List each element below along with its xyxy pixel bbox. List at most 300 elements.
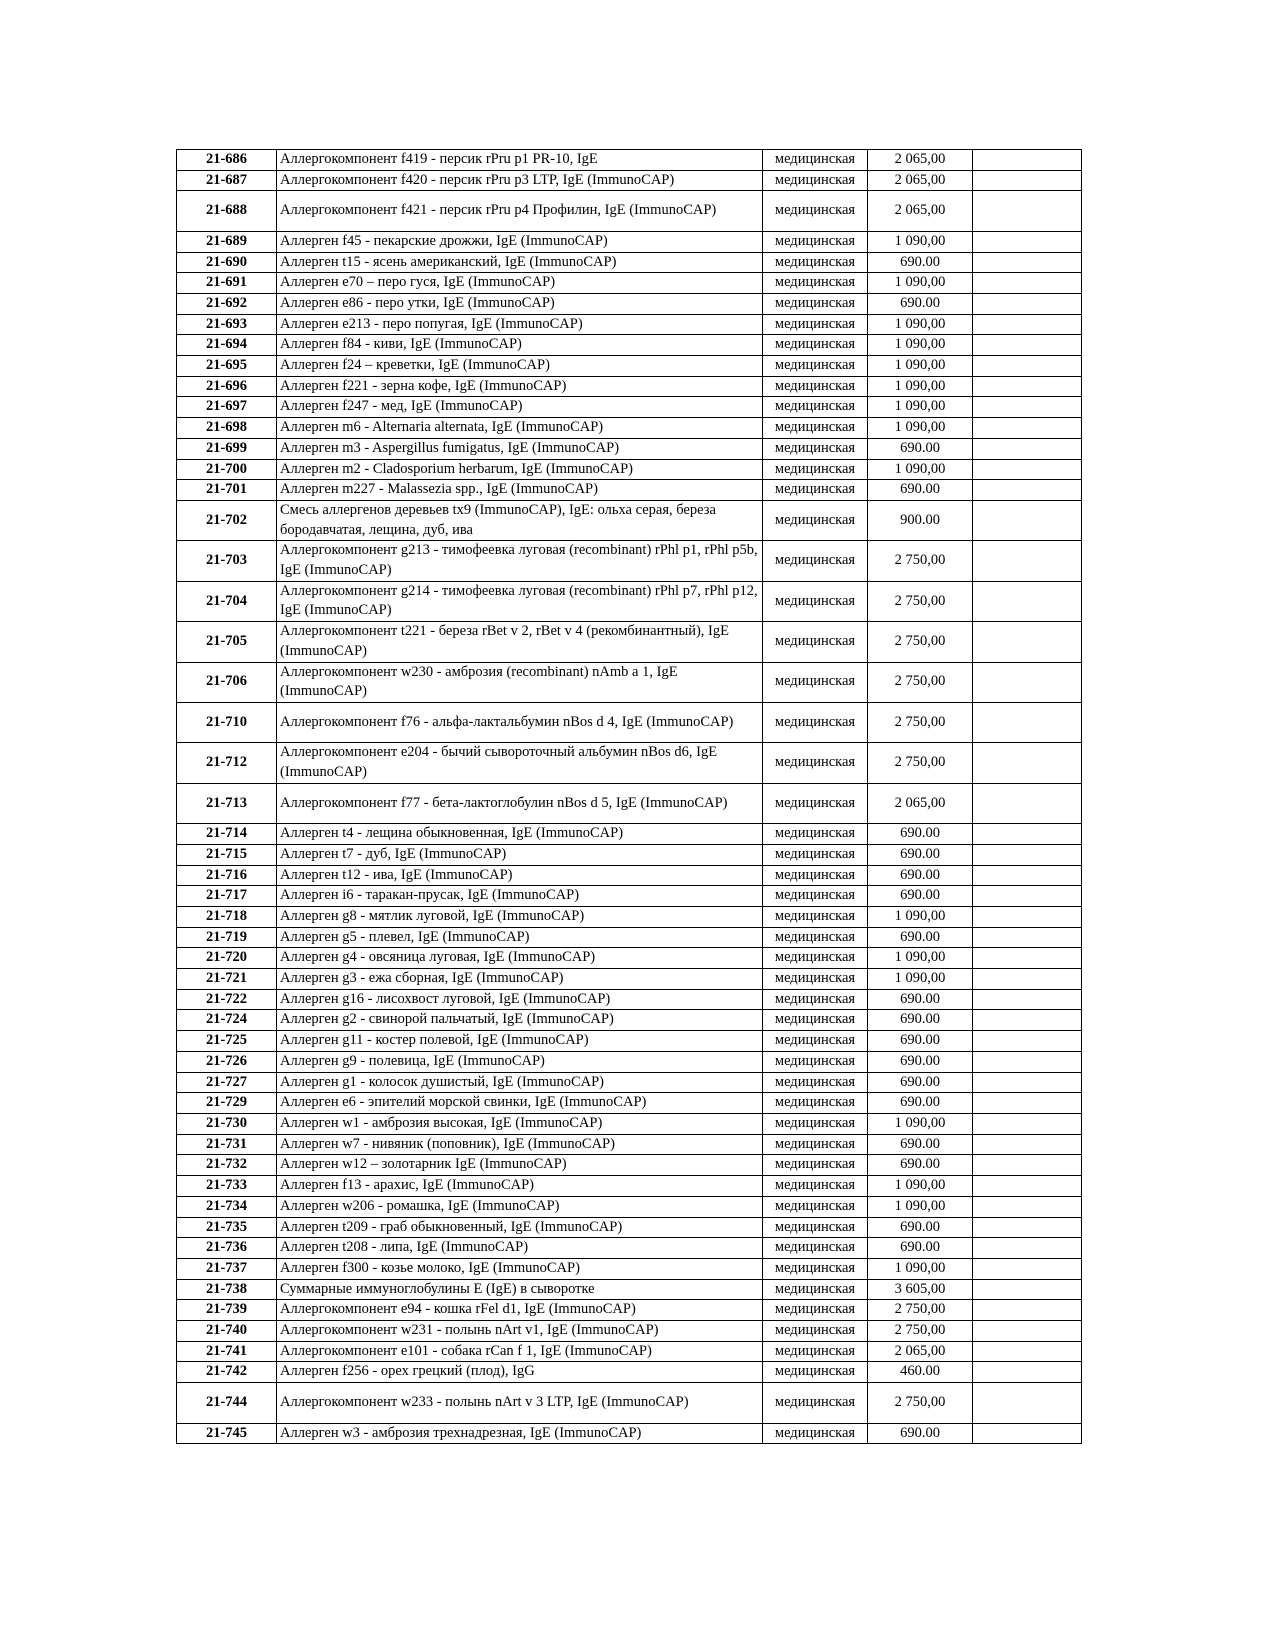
service-name-cell: Аллерген f221 - зерна кофе, IgE (ImmunoCAP) bbox=[277, 376, 763, 397]
empty-cell bbox=[973, 252, 1082, 273]
service-name-cell: Аллерген w12 – золотарник IgE (ImmunoCAP) bbox=[277, 1155, 763, 1176]
empty-cell bbox=[973, 1258, 1082, 1279]
service-type-cell: медицинская bbox=[763, 844, 868, 865]
service-price-cell: 2 750,00 bbox=[868, 1300, 973, 1321]
service-code-cell: 21-730 bbox=[177, 1114, 277, 1135]
service-name-cell: Аллергокомпонент w233 - полынь nArt v 3 LTP, IgE (ImmunoCAP) bbox=[277, 1383, 763, 1423]
empty-cell bbox=[973, 1279, 1082, 1300]
empty-cell bbox=[973, 662, 1082, 702]
table-row bbox=[177, 273, 1082, 294]
service-type-cell: медицинская bbox=[763, 1238, 868, 1259]
service-type-cell: медицинская bbox=[763, 1114, 868, 1135]
service-type-cell: медицинская bbox=[763, 397, 868, 418]
service-price-cell: 690.00 bbox=[868, 1155, 973, 1176]
service-code-cell: 21-694 bbox=[177, 335, 277, 356]
empty-cell bbox=[973, 886, 1082, 907]
table-row bbox=[177, 335, 1082, 356]
service-name-cell: Аллерген t208 - липа, IgE (ImmunoCAP) bbox=[277, 1238, 763, 1259]
service-type-cell: медицинская bbox=[763, 1196, 868, 1217]
empty-cell bbox=[973, 191, 1082, 231]
table-row bbox=[177, 231, 1082, 252]
table-row bbox=[177, 170, 1082, 191]
service-type-cell: медицинская bbox=[763, 865, 868, 886]
table-row bbox=[177, 927, 1082, 948]
service-type-cell: медицинская bbox=[763, 1051, 868, 1072]
service-price-cell: 1 090,00 bbox=[868, 418, 973, 439]
service-name-cell: Аллергокомпонент f77 - бета-лактоглобулин nBos d 5, IgE (ImmunoCAP) bbox=[277, 783, 763, 823]
service-code-cell: 21-733 bbox=[177, 1176, 277, 1197]
empty-cell bbox=[973, 541, 1082, 581]
service-price-cell: 2 750,00 bbox=[868, 1383, 973, 1423]
service-type-cell: медицинская bbox=[763, 743, 868, 783]
service-price-cell: 1 090,00 bbox=[868, 356, 973, 377]
service-price-cell: 690.00 bbox=[868, 1031, 973, 1052]
service-price-cell: 2 750,00 bbox=[868, 743, 973, 783]
table-body bbox=[177, 150, 1082, 1444]
service-code-cell: 21-739 bbox=[177, 1300, 277, 1321]
table-row bbox=[177, 1072, 1082, 1093]
service-price-cell: 2 065,00 bbox=[868, 783, 973, 823]
empty-cell bbox=[973, 1031, 1082, 1052]
empty-cell bbox=[973, 335, 1082, 356]
table-row bbox=[177, 1341, 1082, 1362]
service-name-cell: Аллергокомпонент w230 - амброзия (recombinant) nAmb a 1, IgE (ImmunoCAP) bbox=[277, 662, 763, 702]
service-code-cell: 21-740 bbox=[177, 1321, 277, 1342]
service-price-cell: 1 090,00 bbox=[868, 397, 973, 418]
service-code-cell: 21-699 bbox=[177, 438, 277, 459]
service-name-cell: Аллергокомпонент f419 - персик rPru p1 PR-10, IgE bbox=[277, 150, 763, 171]
service-price-cell: 690.00 bbox=[868, 927, 973, 948]
empty-cell bbox=[973, 702, 1082, 742]
service-type-cell: медицинская bbox=[763, 1423, 868, 1444]
empty-cell bbox=[973, 1196, 1082, 1217]
service-name-cell: Аллерген t209 - граб обыкновенный, IgE (ImmunoCAP) bbox=[277, 1217, 763, 1238]
empty-cell bbox=[973, 1362, 1082, 1383]
service-code-cell: 21-702 bbox=[177, 500, 277, 540]
table-row bbox=[177, 1093, 1082, 1114]
service-code-cell: 21-744 bbox=[177, 1383, 277, 1423]
empty-cell bbox=[973, 1093, 1082, 1114]
service-type-cell: медицинская bbox=[763, 927, 868, 948]
service-type-cell: медицинская bbox=[763, 1279, 868, 1300]
service-code-cell: 21-700 bbox=[177, 459, 277, 480]
service-name-cell: Аллергокомпонент f421 - персик rPru p4 Профилин, IgE (ImmunoCAP) bbox=[277, 191, 763, 231]
service-code-cell: 21-703 bbox=[177, 541, 277, 581]
table-row bbox=[177, 397, 1082, 418]
service-price-cell: 2 750,00 bbox=[868, 581, 973, 621]
empty-cell bbox=[973, 273, 1082, 294]
service-code-cell: 21-706 bbox=[177, 662, 277, 702]
empty-cell bbox=[973, 397, 1082, 418]
service-type-cell: медицинская bbox=[763, 1362, 868, 1383]
table-row bbox=[177, 1383, 1082, 1423]
service-code-cell: 21-720 bbox=[177, 948, 277, 969]
service-type-cell: медицинская bbox=[763, 1093, 868, 1114]
service-name-cell: Аллергокомпонент g213 - тимофеевка луговая (recombinant) rPhl p1, rPhl p5b, IgE (ImmunoCAP) bbox=[277, 541, 763, 581]
service-name-cell: Аллерген g8 - мятлик луговой, IgE (ImmunoCAP) bbox=[277, 906, 763, 927]
service-code-cell: 21-695 bbox=[177, 356, 277, 377]
table-row bbox=[177, 314, 1082, 335]
service-name-cell: Аллерген w3 - амброзия трехнадрезная, IgE (ImmunoCAP) bbox=[277, 1423, 763, 1444]
table-row bbox=[177, 1196, 1082, 1217]
service-price-cell: 1 090,00 bbox=[868, 376, 973, 397]
empty-cell bbox=[973, 948, 1082, 969]
service-code-cell: 21-717 bbox=[177, 886, 277, 907]
empty-cell bbox=[973, 356, 1082, 377]
service-type-cell: медицинская bbox=[763, 273, 868, 294]
table-row bbox=[177, 1176, 1082, 1197]
table-row bbox=[177, 541, 1082, 581]
service-type-cell: медицинская bbox=[763, 170, 868, 191]
service-price-cell: 2 750,00 bbox=[868, 541, 973, 581]
service-price-cell: 690.00 bbox=[868, 1010, 973, 1031]
service-type-cell: медицинская bbox=[763, 541, 868, 581]
service-name-cell: Аллерген e213 - перо попугая, IgE (ImmunoCAP) bbox=[277, 314, 763, 335]
service-price-cell: 690.00 bbox=[868, 1093, 973, 1114]
service-price-cell: 2 065,00 bbox=[868, 150, 973, 171]
service-code-cell: 21-691 bbox=[177, 273, 277, 294]
empty-cell bbox=[973, 581, 1082, 621]
service-type-cell: медицинская bbox=[763, 438, 868, 459]
table-row bbox=[177, 1031, 1082, 1052]
service-price-cell: 2 750,00 bbox=[868, 702, 973, 742]
service-type-cell: медицинская bbox=[763, 969, 868, 990]
service-price-cell: 690.00 bbox=[868, 1423, 973, 1444]
service-price-cell: 900.00 bbox=[868, 500, 973, 540]
service-type-cell: медицинская bbox=[763, 376, 868, 397]
table-row bbox=[177, 293, 1082, 314]
service-code-cell: 21-696 bbox=[177, 376, 277, 397]
service-code-cell: 21-713 bbox=[177, 783, 277, 823]
service-code-cell: 21-742 bbox=[177, 1362, 277, 1383]
empty-cell bbox=[973, 622, 1082, 662]
table-row bbox=[177, 150, 1082, 171]
empty-cell bbox=[973, 865, 1082, 886]
service-price-cell: 690.00 bbox=[868, 844, 973, 865]
service-name-cell: Аллерген w1 - амброзия высокая, IgE (ImmunoCAP) bbox=[277, 1114, 763, 1135]
table-row bbox=[177, 418, 1082, 439]
table-row bbox=[177, 1217, 1082, 1238]
service-name-cell: Аллерген m3 - Aspergillus fumigatus, IgE (ImmunoCAP) bbox=[277, 438, 763, 459]
service-price-cell: 690.00 bbox=[868, 824, 973, 845]
table-row bbox=[177, 743, 1082, 783]
table-row bbox=[177, 1010, 1082, 1031]
service-price-cell: 690.00 bbox=[868, 438, 973, 459]
service-name-cell: Аллерген f247 - мед, IgE (ImmunoCAP) bbox=[277, 397, 763, 418]
service-type-cell: медицинская bbox=[763, 480, 868, 501]
table-row bbox=[177, 1051, 1082, 1072]
service-name-cell: Аллергокомпонент e204 - бычий сывороточный альбумин nBos d6, IgE (ImmunoCAP) bbox=[277, 743, 763, 783]
service-code-cell: 21-715 bbox=[177, 844, 277, 865]
service-name-cell: Аллерген e70 – перо гуся, IgE (ImmunoCAP) bbox=[277, 273, 763, 294]
empty-cell bbox=[973, 1423, 1082, 1444]
service-type-cell: медицинская bbox=[763, 335, 868, 356]
service-name-cell: Аллерген m6 - Alternaria alternata, IgE (ImmunoCAP) bbox=[277, 418, 763, 439]
table-row bbox=[177, 1258, 1082, 1279]
service-type-cell: медицинская bbox=[763, 1383, 868, 1423]
service-name-cell: Аллерген g2 - свинорой пальчатый, IgE (ImmunoCAP) bbox=[277, 1010, 763, 1031]
service-code-cell: 21-704 bbox=[177, 581, 277, 621]
table-row bbox=[177, 1362, 1082, 1383]
table-row bbox=[177, 824, 1082, 845]
service-price-cell: 1 090,00 bbox=[868, 1258, 973, 1279]
empty-cell bbox=[973, 314, 1082, 335]
service-type-cell: медицинская bbox=[763, 662, 868, 702]
service-type-cell: медицинская bbox=[763, 1341, 868, 1362]
service-code-cell: 21-693 bbox=[177, 314, 277, 335]
table-row bbox=[177, 865, 1082, 886]
empty-cell bbox=[973, 1217, 1082, 1238]
empty-cell bbox=[973, 1134, 1082, 1155]
service-type-cell: медицинская bbox=[763, 1176, 868, 1197]
service-code-cell: 21-731 bbox=[177, 1134, 277, 1155]
service-code-cell: 21-741 bbox=[177, 1341, 277, 1362]
service-name-cell: Аллерген g1 - колосок душистый, IgE (ImmunoCAP) bbox=[277, 1072, 763, 1093]
service-type-cell: медицинская bbox=[763, 906, 868, 927]
service-type-cell: медицинская bbox=[763, 1258, 868, 1279]
service-price-cell: 1 090,00 bbox=[868, 273, 973, 294]
empty-cell bbox=[973, 1155, 1082, 1176]
service-code-cell: 21-734 bbox=[177, 1196, 277, 1217]
service-code-cell: 21-718 bbox=[177, 906, 277, 927]
service-price-cell: 1 090,00 bbox=[868, 314, 973, 335]
service-price-cell: 690.00 bbox=[868, 886, 973, 907]
service-code-cell: 21-732 bbox=[177, 1155, 277, 1176]
service-price-cell: 3 605,00 bbox=[868, 1279, 973, 1300]
empty-cell bbox=[973, 1341, 1082, 1362]
service-code-cell: 21-736 bbox=[177, 1238, 277, 1259]
service-code-cell: 21-690 bbox=[177, 252, 277, 273]
service-type-cell: медицинская bbox=[763, 191, 868, 231]
service-name-cell: Аллерген w206 - ромашка, IgE (ImmunoCAP) bbox=[277, 1196, 763, 1217]
empty-cell bbox=[973, 1072, 1082, 1093]
service-price-cell: 690.00 bbox=[868, 252, 973, 273]
service-type-cell: медицинская bbox=[763, 293, 868, 314]
table-row bbox=[177, 480, 1082, 501]
service-name-cell: Аллерген g5 - плевел, IgE (ImmunoCAP) bbox=[277, 927, 763, 948]
table-row bbox=[177, 783, 1082, 823]
service-code-cell: 21-745 bbox=[177, 1423, 277, 1444]
service-price-cell: 1 090,00 bbox=[868, 969, 973, 990]
service-type-cell: медицинская bbox=[763, 824, 868, 845]
table-row bbox=[177, 948, 1082, 969]
service-name-cell: Аллерген f24 – креветки, IgE (ImmunoCAP) bbox=[277, 356, 763, 377]
service-code-cell: 21-719 bbox=[177, 927, 277, 948]
service-code-cell: 21-689 bbox=[177, 231, 277, 252]
service-type-cell: медицинская bbox=[763, 783, 868, 823]
table-row bbox=[177, 906, 1082, 927]
table-row bbox=[177, 969, 1082, 990]
service-code-cell: 21-735 bbox=[177, 1217, 277, 1238]
service-price-cell: 2 750,00 bbox=[868, 662, 973, 702]
service-name-cell: Аллерген e86 - перо утки, IgE (ImmunoCAP) bbox=[277, 293, 763, 314]
service-type-cell: медицинская bbox=[763, 1300, 868, 1321]
service-name-cell: Аллерген t12 - ива, IgE (ImmunoCAP) bbox=[277, 865, 763, 886]
service-price-cell: 1 090,00 bbox=[868, 1114, 973, 1135]
empty-cell bbox=[973, 480, 1082, 501]
empty-cell bbox=[973, 743, 1082, 783]
service-code-cell: 21-721 bbox=[177, 969, 277, 990]
service-code-cell: 21-687 bbox=[177, 170, 277, 191]
empty-cell bbox=[973, 824, 1082, 845]
service-price-cell: 690.00 bbox=[868, 1072, 973, 1093]
table-row bbox=[177, 438, 1082, 459]
empty-cell bbox=[973, 150, 1082, 171]
table-row bbox=[177, 662, 1082, 702]
empty-cell bbox=[973, 376, 1082, 397]
empty-cell bbox=[973, 1176, 1082, 1197]
service-code-cell: 21-725 bbox=[177, 1031, 277, 1052]
service-type-cell: медицинская bbox=[763, 948, 868, 969]
table-row bbox=[177, 459, 1082, 480]
service-price-cell: 1 090,00 bbox=[868, 948, 973, 969]
service-code-cell: 21-729 bbox=[177, 1093, 277, 1114]
service-price-cell: 690.00 bbox=[868, 293, 973, 314]
empty-cell bbox=[973, 1051, 1082, 1072]
service-price-cell: 690.00 bbox=[868, 989, 973, 1010]
service-type-cell: медицинская bbox=[763, 314, 868, 335]
table-row bbox=[177, 1423, 1082, 1444]
empty-cell bbox=[973, 170, 1082, 191]
service-name-cell: Аллергокомпонент g214 - тимофеевка луговая (recombinant) rPhl p7, rPhl p12, IgE (ImmunoCAP) bbox=[277, 581, 763, 621]
service-code-cell: 21-692 bbox=[177, 293, 277, 314]
service-code-cell: 21-724 bbox=[177, 1010, 277, 1031]
service-code-cell: 21-722 bbox=[177, 989, 277, 1010]
empty-cell bbox=[973, 418, 1082, 439]
table-row bbox=[177, 1155, 1082, 1176]
table-row bbox=[177, 376, 1082, 397]
service-code-cell: 21-737 bbox=[177, 1258, 277, 1279]
empty-cell bbox=[973, 231, 1082, 252]
empty-cell bbox=[973, 906, 1082, 927]
service-type-cell: медицинская bbox=[763, 1155, 868, 1176]
service-type-cell: медицинская bbox=[763, 1031, 868, 1052]
service-name-cell: Аллерген g9 - полевица, IgE (ImmunoCAP) bbox=[277, 1051, 763, 1072]
empty-cell bbox=[973, 1010, 1082, 1031]
table-row bbox=[177, 581, 1082, 621]
empty-cell bbox=[973, 783, 1082, 823]
table-row bbox=[177, 886, 1082, 907]
service-name-cell: Аллерген m227 - Malassezia spp., IgE (ImmunoCAP) bbox=[277, 480, 763, 501]
service-price-cell: 690.00 bbox=[868, 1134, 973, 1155]
service-name-cell: Аллерген t4 - лещина обыкновенная, IgE (ImmunoCAP) bbox=[277, 824, 763, 845]
table-row bbox=[177, 252, 1082, 273]
service-code-cell: 21-727 bbox=[177, 1072, 277, 1093]
empty-cell bbox=[973, 1383, 1082, 1423]
service-type-cell: медицинская bbox=[763, 459, 868, 480]
service-type-cell: медицинская bbox=[763, 989, 868, 1010]
service-type-cell: медицинская bbox=[763, 356, 868, 377]
empty-cell bbox=[973, 1114, 1082, 1135]
table-row bbox=[177, 1321, 1082, 1342]
service-price-cell: 690.00 bbox=[868, 1051, 973, 1072]
service-price-cell: 690.00 bbox=[868, 480, 973, 501]
price-table bbox=[176, 149, 1082, 1444]
empty-cell bbox=[973, 1300, 1082, 1321]
service-price-cell: 690.00 bbox=[868, 1238, 973, 1259]
table-row bbox=[177, 1279, 1082, 1300]
service-name-cell: Аллерген f300 - козье молоко, IgE (ImmunoCAP) bbox=[277, 1258, 763, 1279]
empty-cell bbox=[973, 459, 1082, 480]
service-type-cell: медицинская bbox=[763, 581, 868, 621]
service-name-cell: Аллерген g4 - овсяница луговая, IgE (ImmunoCAP) bbox=[277, 948, 763, 969]
service-name-cell: Аллерген m2 - Cladosporium herbarum, IgE (ImmunoCAP) bbox=[277, 459, 763, 480]
service-price-cell: 1 090,00 bbox=[868, 906, 973, 927]
service-name-cell: Аллерген f13 - арахис, IgE (ImmunoCAP) bbox=[277, 1176, 763, 1197]
table-row bbox=[177, 356, 1082, 377]
service-name-cell: Аллергокомпонент e94 - кошка rFel d1, IgE (ImmunoCAP) bbox=[277, 1300, 763, 1321]
table-row bbox=[177, 1134, 1082, 1155]
table-row bbox=[177, 1238, 1082, 1259]
empty-cell bbox=[973, 293, 1082, 314]
service-price-cell: 1 090,00 bbox=[868, 1176, 973, 1197]
service-price-cell: 2 065,00 bbox=[868, 191, 973, 231]
service-name-cell: Аллергокомпонент f76 - альфа-лактальбумин nBos d 4, IgE (ImmunoCAP) bbox=[277, 702, 763, 742]
service-type-cell: медицинская bbox=[763, 702, 868, 742]
service-price-cell: 1 090,00 bbox=[868, 335, 973, 356]
empty-cell bbox=[973, 989, 1082, 1010]
service-name-cell: Аллергокомпонент w231 - полынь nArt v1, IgE (ImmunoCAP) bbox=[277, 1321, 763, 1342]
table-row bbox=[177, 191, 1082, 231]
service-name-cell: Аллерген f256 - орех грецкий (плод), IgG bbox=[277, 1362, 763, 1383]
service-price-cell: 2 750,00 bbox=[868, 1321, 973, 1342]
empty-cell bbox=[973, 1238, 1082, 1259]
service-type-cell: медицинская bbox=[763, 886, 868, 907]
service-type-cell: медицинская bbox=[763, 150, 868, 171]
service-type-cell: медицинская bbox=[763, 622, 868, 662]
service-code-cell: 21-712 bbox=[177, 743, 277, 783]
service-name-cell: Аллерген g11 - костер полевой, IgE (ImmunoCAP) bbox=[277, 1031, 763, 1052]
service-name-cell: Аллергокомпонент f420 - персик rPru p3 LTP, IgE (ImmunoCAP) bbox=[277, 170, 763, 191]
service-code-cell: 21-688 bbox=[177, 191, 277, 231]
table-row bbox=[177, 500, 1082, 540]
service-code-cell: 21-716 bbox=[177, 865, 277, 886]
service-name-cell: Аллергокомпонент e101 - собака rCan f 1, IgE (ImmunoCAP) bbox=[277, 1341, 763, 1362]
service-type-cell: медицинская bbox=[763, 418, 868, 439]
table-row bbox=[177, 702, 1082, 742]
table-row bbox=[177, 1114, 1082, 1135]
service-name-cell: Аллерген t15 - ясень американский, IgE (ImmunoCAP) bbox=[277, 252, 763, 273]
service-name-cell: Аллерген i6 - таракан-прусак, IgE (ImmunoCAP) bbox=[277, 886, 763, 907]
service-price-cell: 1 090,00 bbox=[868, 1196, 973, 1217]
service-name-cell: Суммарные иммуноглобулины E (IgE) в сыворотке bbox=[277, 1279, 763, 1300]
service-price-cell: 460.00 bbox=[868, 1362, 973, 1383]
empty-cell bbox=[973, 500, 1082, 540]
table-row bbox=[177, 622, 1082, 662]
service-price-cell: 690.00 bbox=[868, 865, 973, 886]
empty-cell bbox=[973, 438, 1082, 459]
service-name-cell: Аллерген f45 - пекарские дрожжи, IgE (ImmunoCAP) bbox=[277, 231, 763, 252]
service-type-cell: медицинская bbox=[763, 500, 868, 540]
service-code-cell: 21-714 bbox=[177, 824, 277, 845]
service-type-cell: медицинская bbox=[763, 1321, 868, 1342]
service-name-cell: Смесь аллергенов деревьев tx9 (ImmunoCAP), IgE: ольха серая, береза бородавчатая, лещина, дуб, ива bbox=[277, 500, 763, 540]
service-code-cell: 21-738 bbox=[177, 1279, 277, 1300]
service-type-cell: медицинская bbox=[763, 1072, 868, 1093]
service-type-cell: медицинская bbox=[763, 1010, 868, 1031]
service-code-cell: 21-701 bbox=[177, 480, 277, 501]
service-type-cell: медицинская bbox=[763, 231, 868, 252]
empty-cell bbox=[973, 927, 1082, 948]
service-name-cell: Аллерген t7 - дуб, IgE (ImmunoCAP) bbox=[277, 844, 763, 865]
service-price-cell: 1 090,00 bbox=[868, 459, 973, 480]
service-code-cell: 21-726 bbox=[177, 1051, 277, 1072]
service-name-cell: Аллерген w7 - нивяник (поповник), IgE (ImmunoCAP) bbox=[277, 1134, 763, 1155]
service-price-cell: 690.00 bbox=[868, 1217, 973, 1238]
service-price-cell: 2 750,00 bbox=[868, 622, 973, 662]
empty-cell bbox=[973, 844, 1082, 865]
service-type-cell: медицинская bbox=[763, 252, 868, 273]
